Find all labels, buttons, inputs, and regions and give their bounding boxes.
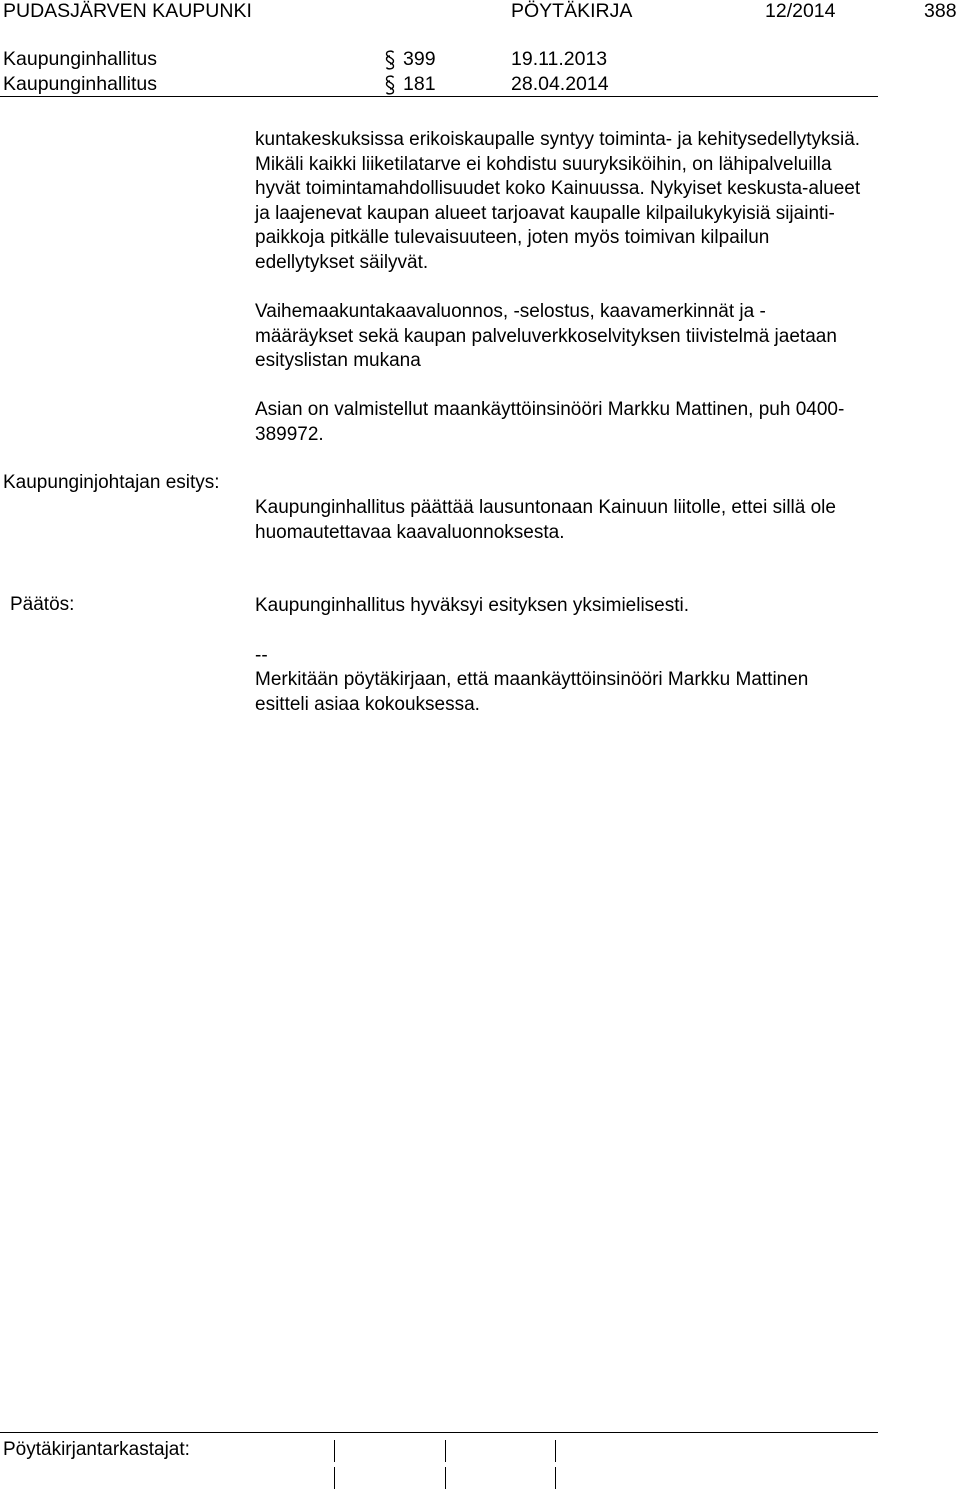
proposal-label: Kaupunginjohtajan esitys: bbox=[3, 472, 220, 493]
signature-line bbox=[334, 1467, 335, 1489]
reference-body: Kaupunginhallitus bbox=[3, 73, 157, 95]
reference-body: Kaupunginhallitus bbox=[3, 48, 157, 70]
municipality-name: PUDASJÄRVEN KAUPUNKI bbox=[3, 0, 252, 22]
body-paragraph: kuntakeskuksissa erikoiskaupalle syntyy toiminta- ja kehitysedellytyksiä. Mikäli kaikki liiketilatarve ei kohdistu suuryksiköihin, on lähipalveluilla hyvät toimintamahdollisuudet koko Kainuussa. Nykyiset keskusta-alueet ja laajenevat kaupan alueet tarjoavat kaupalle kilpailukykyisiä sijainti-paikkoja pitkälle tulevaisuuteen, joten myös toimivan kilpailun edellytykset säilyvät. bbox=[255, 129, 861, 273]
reference-date: 28.04.2014 bbox=[511, 73, 609, 95]
proposal-text: Kaupunginhallitus päättää lausuntonaan Kainuun liitolle, ettei sillä ole huomautettavaa kaavaluonnoksesta. bbox=[255, 497, 836, 543]
document-type: PÖYTÄKIRJA bbox=[511, 0, 633, 22]
reference-number: 181 bbox=[403, 73, 436, 95]
signature-line bbox=[445, 1440, 446, 1462]
decision-text: Kaupunginhallitus hyväksyi esityksen yksimielisesti. bbox=[255, 595, 690, 616]
signature-line bbox=[555, 1440, 556, 1462]
header-divider bbox=[0, 96, 878, 97]
body-paragraph: Vaihemaakuntakaavaluonnos, -selostus, kaavamerkinnät ja -määräykset sekä kaupan palveluverkkoselvityksen tiivistelmä jaetaan esityslistan mukana bbox=[255, 301, 837, 371]
signature-line bbox=[445, 1467, 446, 1489]
body-paragraph: Asian on valmistellut maankäyttöinsinööri Markku Mattinen, puh 0400-389972. bbox=[255, 399, 845, 445]
decision-note: Merkitään pöytäkirjaan, että maankäyttöinsinööri Markku Mattinen esitteli asiaa kokouksessa. bbox=[255, 669, 809, 715]
section-sign-icon bbox=[383, 74, 397, 96]
signature-line bbox=[555, 1467, 556, 1489]
reference-date: 19.11.2013 bbox=[511, 48, 608, 70]
reference-number: 399 bbox=[403, 48, 436, 70]
issue-number: 12/2014 bbox=[765, 0, 836, 22]
decision-label: Päätös: bbox=[10, 594, 75, 615]
signature-line bbox=[334, 1440, 335, 1462]
footer-divider bbox=[0, 1432, 878, 1433]
section-sign-icon bbox=[383, 49, 397, 71]
page-number: 388 bbox=[924, 0, 957, 22]
minutes-checkers-label: Pöytäkirjantarkastajat: bbox=[3, 1439, 190, 1460]
decision-separator: -- bbox=[255, 645, 268, 666]
